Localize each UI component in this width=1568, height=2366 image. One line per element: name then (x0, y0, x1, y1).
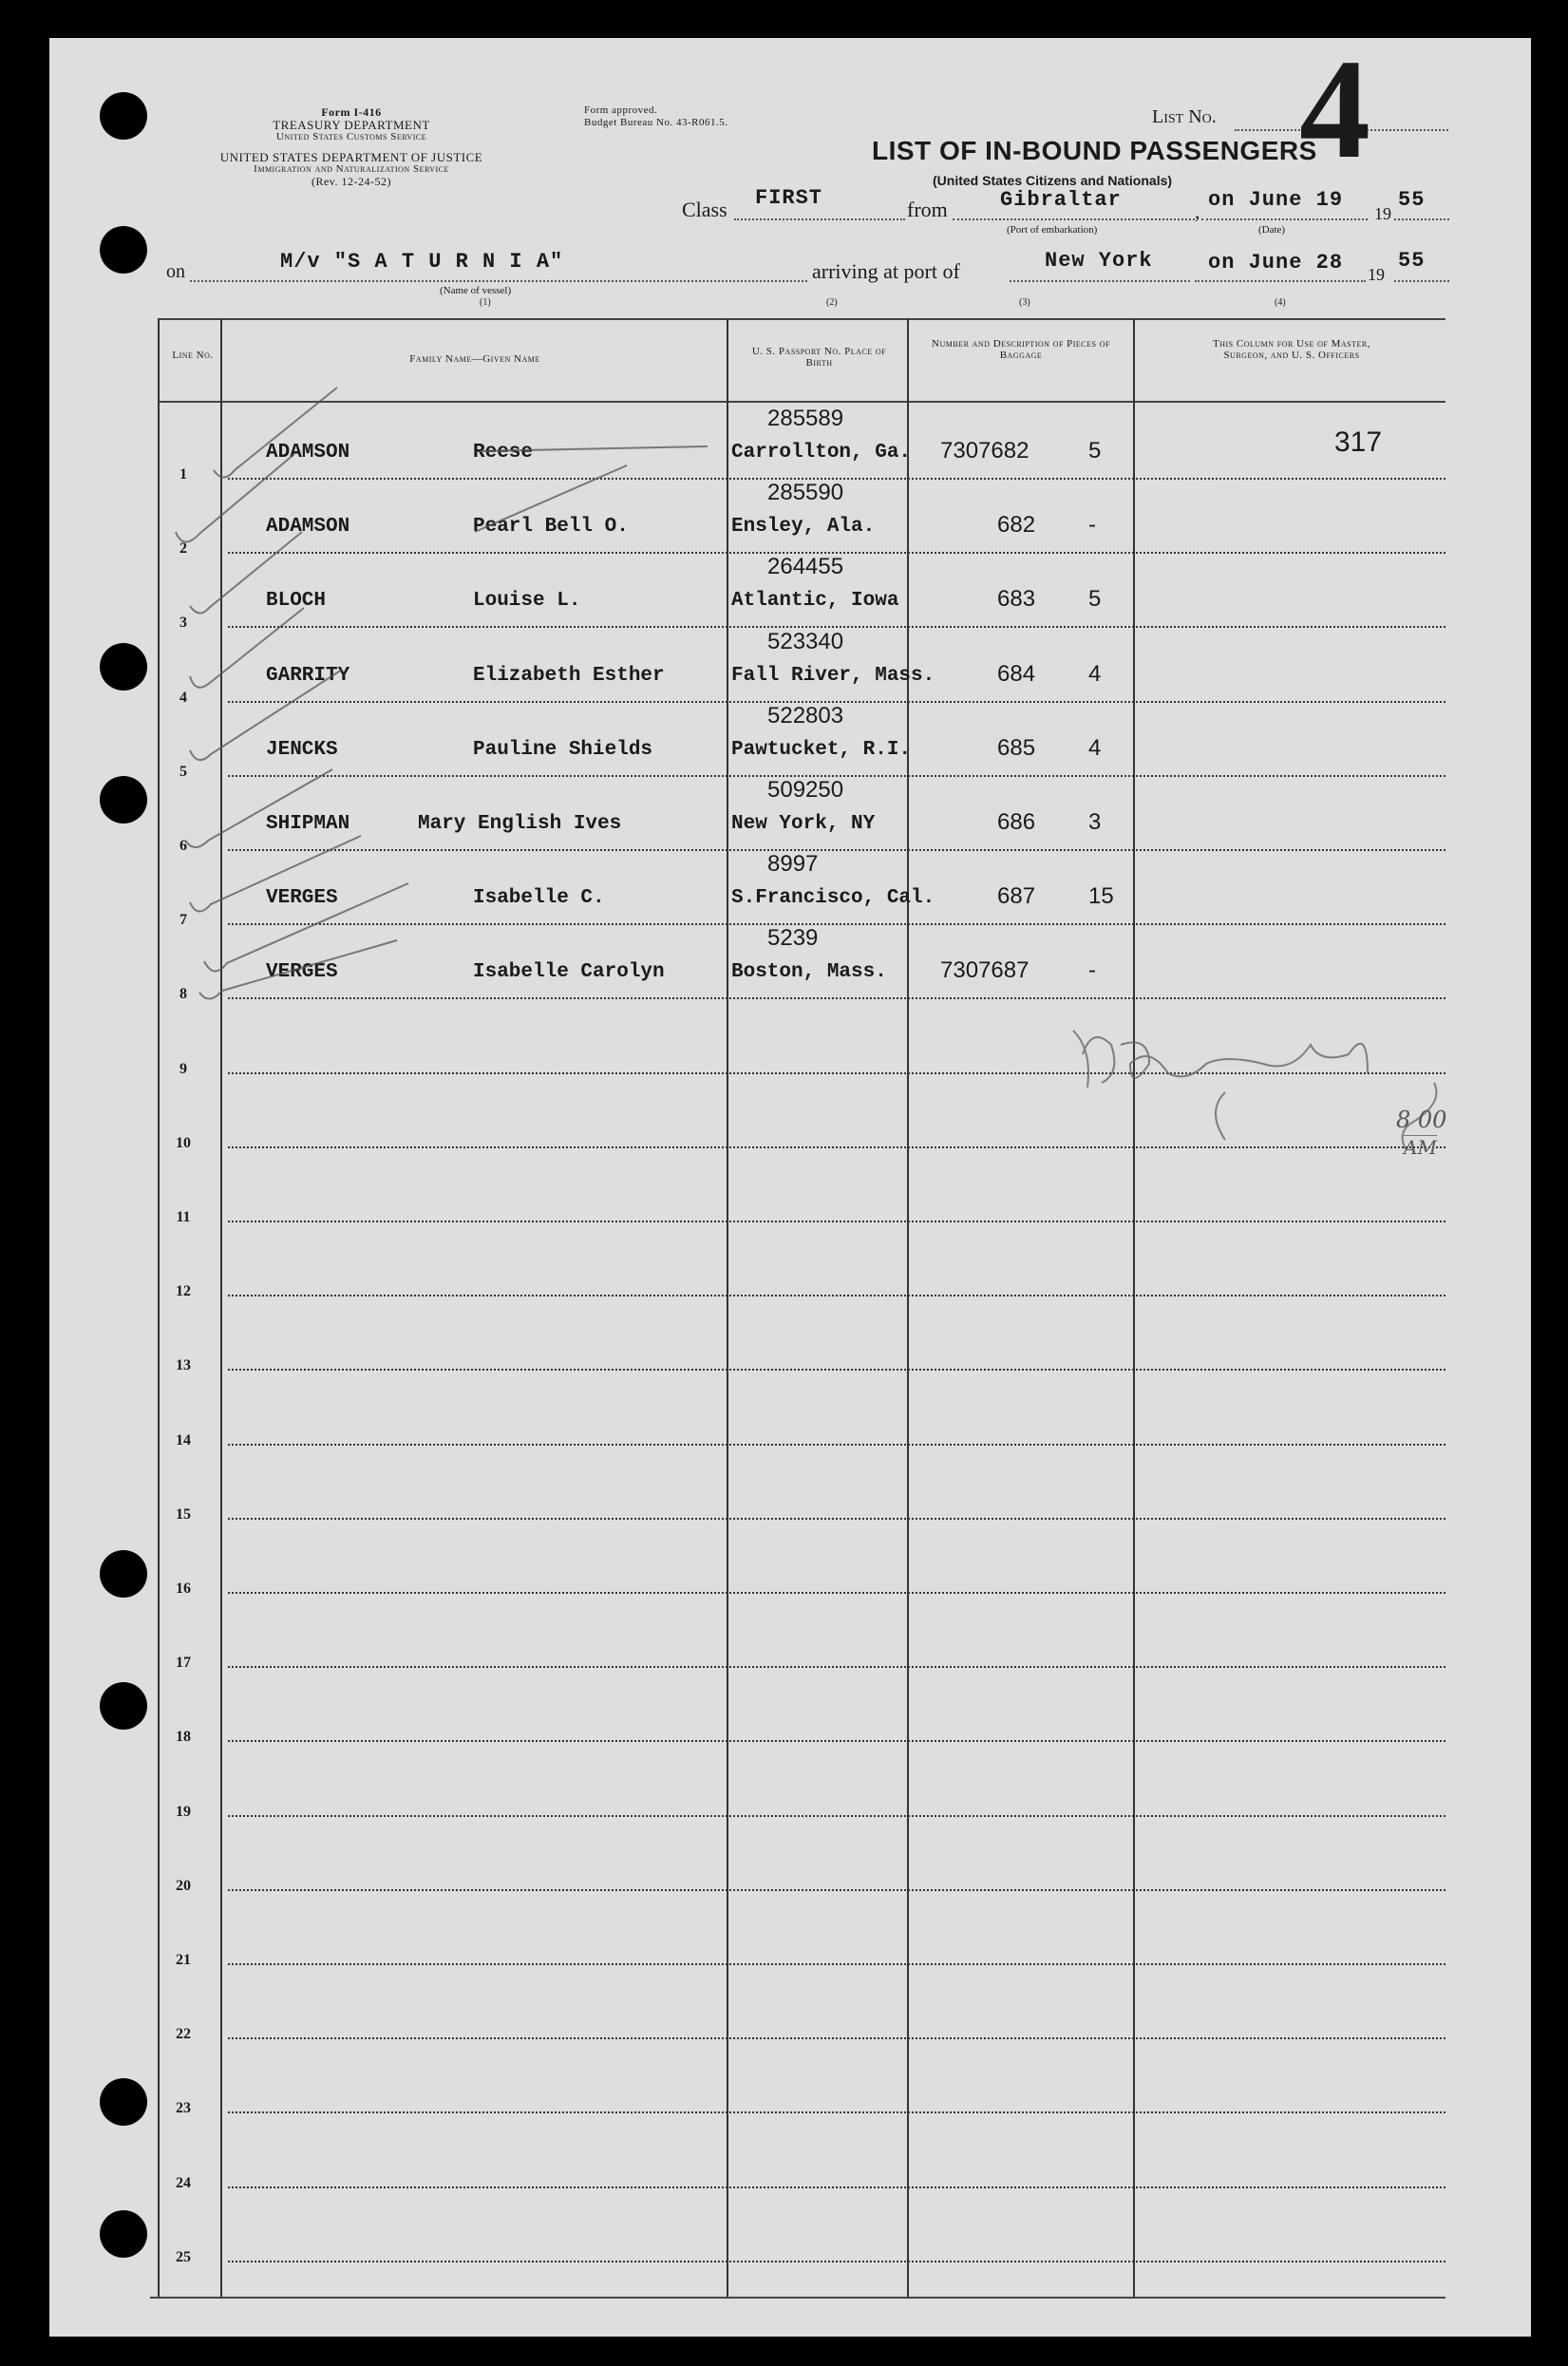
customs-service: United States Customs Service (275, 131, 427, 142)
passport-number: 8997 (767, 851, 819, 878)
baggage-ticket: 683 (997, 586, 1036, 613)
form-approved: Form approved. (584, 104, 658, 116)
col3-caption: (3) (1019, 297, 1030, 308)
line-number: 24 (176, 2174, 191, 2191)
line-number: 4 (179, 689, 187, 706)
departure-year-prefix: 19 (1374, 204, 1391, 223)
line-number: 18 (176, 1729, 191, 1746)
baggage-pieces: 5 (1088, 586, 1102, 613)
baggage-ticket: 7307682 (940, 438, 1030, 464)
revision-date: (Rev. 12-24-52) (311, 175, 392, 188)
line-number: 1 (179, 466, 187, 483)
line-number: 6 (179, 838, 187, 854)
col-header-passport: U. S. Passport No. Place of Birth (751, 346, 887, 369)
passport-number: 509250 (767, 777, 844, 803)
port-embark-caption: (Port of embarkation) (1007, 224, 1098, 236)
family-name: ADAMSON (266, 516, 350, 539)
vessel-caption: (Name of vessel) (440, 285, 512, 296)
birthplace: Pawtucket, R.I. (731, 738, 912, 761)
family-name: VERGES (266, 961, 338, 984)
line-number: 5 (179, 763, 187, 780)
page-title: LIST OF IN-BOUND PASSENGERS (872, 136, 1317, 165)
passport-number: 522803 (767, 702, 844, 729)
arriving-label: arriving at port of (812, 259, 960, 283)
passport-number: 5239 (767, 925, 819, 952)
family-name: VERGES (266, 887, 338, 910)
baggage-ticket: 685 (997, 734, 1036, 761)
birthplace: Carrollton, Ga. (731, 442, 912, 464)
given-name: Pauline Shields (473, 738, 653, 761)
birthplace: New York, NY (731, 813, 876, 835)
family-name: BLOCH (266, 590, 327, 613)
line-number: 25 (176, 2248, 191, 2265)
line-number: 17 (176, 1655, 191, 1672)
arrival-port: New York (1045, 249, 1153, 273)
col-header-officers: This Column for Use of Master, Surgeon, and U. S. Officers (1213, 338, 1370, 361)
given-name: Mary English Ives (418, 813, 622, 835)
line-number: 19 (176, 1803, 191, 1820)
vessel-name: M/v "S A T U R N I A" (280, 250, 564, 274)
date-caption: (Date) (1258, 224, 1286, 236)
baggage-pieces: 4 (1088, 660, 1102, 687)
signature-time: 8 00 (1396, 1107, 1447, 1133)
birthplace: Atlantic, Iowa (731, 590, 899, 613)
family-name: ADAMSON (266, 442, 350, 464)
departure-date: on June 19 (1208, 188, 1344, 212)
from-value: Gibraltar (1000, 188, 1122, 212)
form-number: Form I-416 (321, 105, 382, 119)
passport-number: 285589 (767, 406, 844, 431)
col-header-baggage: Number and Description of Pieces of Baggage (932, 338, 1110, 361)
baggage-pieces: - (1088, 957, 1096, 984)
family-name: SHIPMAN (266, 813, 350, 835)
ins-service: Immigration and Naturalization Service (254, 163, 449, 175)
line-number: 3 (179, 615, 187, 632)
col-header-line-no: Line No. (172, 350, 214, 361)
family-name: GARRITY (266, 664, 350, 687)
baggage-pieces: 4 (1088, 734, 1102, 761)
col-header-name: Family Name—Given Name (409, 353, 540, 365)
baggage-ticket: 684 (997, 660, 1036, 687)
line-number: 11 (176, 1209, 191, 1225)
baggage-ticket: 686 (997, 809, 1036, 835)
arrival-year-prefix: 19 (1368, 265, 1385, 284)
given-name: Louise L. (473, 590, 581, 613)
budget-bureau: Budget Bureau No. 43-R061.5. (584, 117, 728, 128)
officer-note: 317 (1334, 426, 1383, 458)
baggage-ticket: 682 (997, 512, 1036, 539)
birthplace: Boston, Mass. (731, 961, 887, 984)
list-number: 4 (1299, 30, 1370, 188)
arrival-date: on June 28 (1208, 251, 1344, 274)
baggage-ticket: 7307687 (940, 957, 1030, 984)
baggage-pieces: 5 (1088, 438, 1102, 464)
birthplace: S.Francisco, Cal. (731, 887, 935, 910)
family-name: JENCKS (266, 738, 338, 761)
departure-year: 55 (1398, 188, 1426, 212)
line-number: 10 (176, 1134, 191, 1151)
passport-number: 285590 (767, 480, 844, 506)
arrival-year: 55 (1398, 249, 1426, 273)
birthplace: Fall River, Mass. (731, 664, 935, 687)
inspector-signature (1073, 1031, 1437, 1149)
baggage-pieces: - (1088, 512, 1096, 539)
line-number: 13 (176, 1357, 191, 1374)
class-label: Class (682, 198, 727, 221)
col2-caption: (2) (826, 297, 838, 308)
col1-caption: (1) (480, 297, 491, 308)
baggage-ticket: 687 (997, 883, 1036, 910)
justice-department: UNITED STATES DEPARTMENT OF JUSTICE (219, 150, 483, 164)
treasury-department: TREASURY DEPARTMENT (273, 118, 430, 132)
list-no-label: List No. (1152, 106, 1217, 127)
class-value: FIRST (755, 186, 823, 210)
given-name: Pearl Bell O. (473, 516, 629, 539)
line-number: 2 (179, 540, 187, 558)
line-number: 12 (176, 1283, 191, 1300)
line-number: 20 (176, 1877, 191, 1894)
line-number: 22 (176, 2026, 191, 2043)
birthplace: Ensley, Ala. (731, 516, 876, 539)
given-name: Reese (473, 442, 534, 464)
baggage-pieces: 3 (1088, 809, 1102, 835)
passport-number: 264455 (767, 554, 844, 580)
given-name: Isabelle C. (473, 887, 605, 910)
on-label: on (166, 261, 185, 282)
line-number: 16 (176, 1580, 191, 1597)
line-number: 23 (176, 2100, 191, 2117)
signature-ampm: AM (1404, 1136, 1437, 1159)
passport-number: 523340 (767, 628, 844, 654)
col4-caption: (4) (1275, 297, 1286, 308)
baggage-pieces: 15 (1088, 883, 1114, 910)
from-label: from (907, 198, 948, 221)
given-name: Elizabeth Esther (473, 664, 665, 687)
line-number: 14 (176, 1431, 191, 1448)
given-name: Isabelle Carolyn (473, 961, 665, 984)
comma: , (1195, 199, 1200, 223)
line-number: 7 (179, 912, 187, 929)
line-number: 9 (179, 1060, 187, 1077)
page-subtitle: (United States Citizens and Nationals) (933, 173, 1173, 188)
line-number: 15 (176, 1505, 191, 1523)
line-number: 21 (176, 1952, 191, 1968)
line-number: 8 (179, 986, 187, 1003)
